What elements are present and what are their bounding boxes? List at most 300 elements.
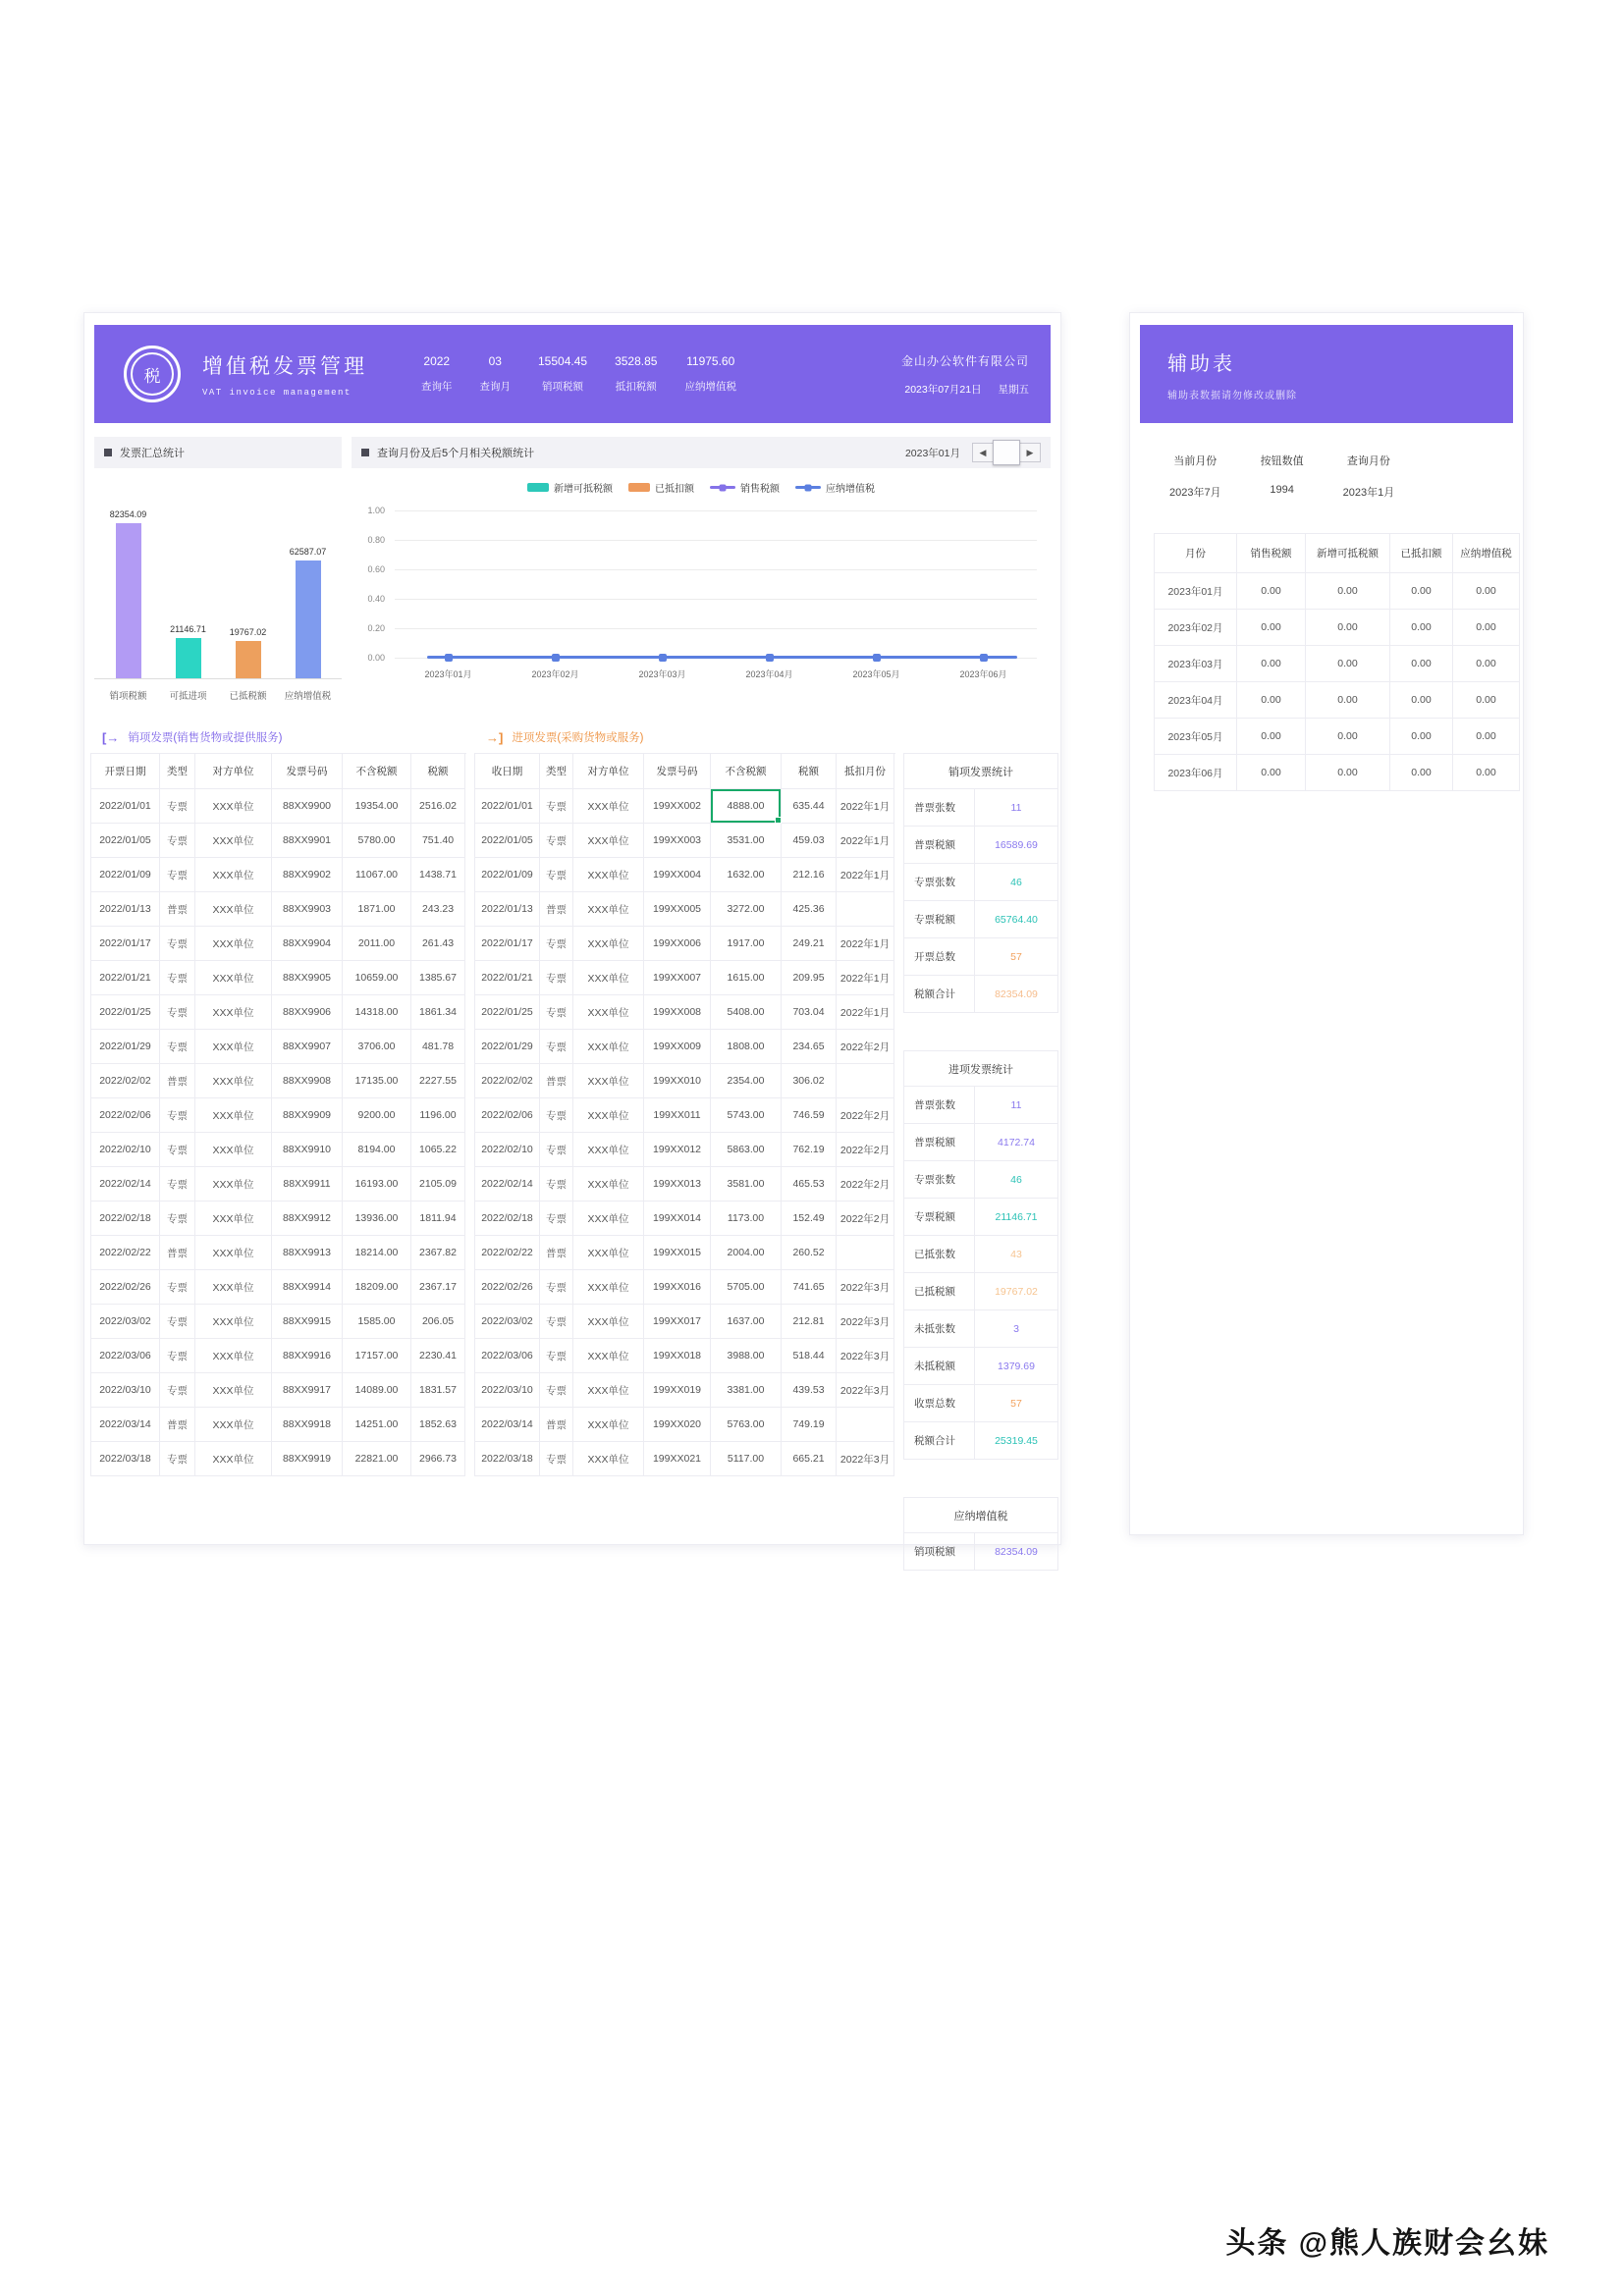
table-cell[interactable]: 199XX019 bbox=[644, 1373, 711, 1408]
table-cell[interactable]: XXX单位 bbox=[195, 1064, 272, 1098]
table-cell[interactable]: 88XX9905 bbox=[272, 961, 343, 995]
table-cell[interactable]: 88XX9900 bbox=[272, 789, 343, 824]
table-cell[interactable]: 2022/01/01 bbox=[475, 789, 540, 824]
table-cell[interactable]: 465.53 bbox=[782, 1167, 837, 1201]
table-cell[interactable]: 普票 bbox=[160, 1064, 195, 1098]
table-cell[interactable]: 212.81 bbox=[782, 1305, 837, 1339]
table-cell[interactable]: XXX单位 bbox=[195, 1270, 272, 1305]
table-cell[interactable]: 专票 bbox=[160, 1030, 195, 1064]
table-cell[interactable]: 199XX010 bbox=[644, 1064, 711, 1098]
table-cell[interactable] bbox=[837, 1236, 894, 1270]
table-cell[interactable]: 88XX9916 bbox=[272, 1339, 343, 1373]
table-cell[interactable]: 2022/03/14 bbox=[91, 1408, 160, 1442]
table-cell[interactable]: 199XX002 bbox=[644, 789, 711, 824]
table-cell[interactable]: 88XX9904 bbox=[272, 927, 343, 961]
table-cell[interactable]: 19354.00 bbox=[343, 789, 411, 824]
table-cell[interactable]: XXX单位 bbox=[195, 1098, 272, 1133]
table-cell[interactable]: 88XX9913 bbox=[272, 1236, 343, 1270]
table-cell[interactable]: XXX单位 bbox=[195, 1236, 272, 1270]
table-cell[interactable]: 199XX006 bbox=[644, 927, 711, 961]
table-cell[interactable]: 1196.00 bbox=[411, 1098, 465, 1133]
table-cell[interactable]: 2022/01/17 bbox=[475, 927, 540, 961]
table-cell[interactable]: 0.00 bbox=[1390, 573, 1453, 610]
table-cell[interactable]: 249.21 bbox=[782, 927, 837, 961]
table-cell[interactable]: 2022年3月 bbox=[837, 1339, 894, 1373]
table-cell[interactable]: 2516.02 bbox=[411, 789, 465, 824]
table-cell[interactable]: 普票 bbox=[540, 1408, 573, 1442]
table-cell[interactable]: 1808.00 bbox=[711, 1030, 782, 1064]
table-cell[interactable]: 1871.00 bbox=[343, 892, 411, 927]
stats-value[interactable]: 43 bbox=[975, 1236, 1058, 1273]
table-cell[interactable]: 5117.00 bbox=[711, 1442, 782, 1476]
table-cell[interactable]: XXX单位 bbox=[195, 789, 272, 824]
stats-value[interactable]: 3 bbox=[975, 1310, 1058, 1348]
table-cell[interactable]: 3988.00 bbox=[711, 1339, 782, 1373]
table-cell[interactable]: 2022年2月 bbox=[837, 1098, 894, 1133]
table-cell[interactable]: 2367.17 bbox=[411, 1270, 465, 1305]
table-cell[interactable]: 2022年3月 bbox=[837, 1373, 894, 1408]
table-cell[interactable]: 专票 bbox=[540, 995, 573, 1030]
table-cell[interactable]: 0.00 bbox=[1237, 719, 1306, 755]
table-cell[interactable]: 206.05 bbox=[411, 1305, 465, 1339]
table-cell[interactable] bbox=[837, 1408, 894, 1442]
table-cell[interactable]: 2022年3月 bbox=[837, 1270, 894, 1305]
table-cell[interactable]: 5863.00 bbox=[711, 1133, 782, 1167]
table-cell[interactable]: XXX单位 bbox=[573, 858, 644, 892]
table-cell[interactable]: 199XX003 bbox=[644, 824, 711, 858]
table-cell[interactable]: 0.00 bbox=[1453, 573, 1520, 610]
table-cell[interactable]: 普票 bbox=[540, 892, 573, 927]
table-cell[interactable]: 0.00 bbox=[1306, 755, 1390, 791]
table-cell[interactable]: 专票 bbox=[160, 961, 195, 995]
stats-value[interactable]: 57 bbox=[975, 938, 1058, 976]
table-cell[interactable]: 5763.00 bbox=[711, 1408, 782, 1442]
table-cell[interactable]: 199XX015 bbox=[644, 1236, 711, 1270]
table-cell[interactable]: 2230.41 bbox=[411, 1339, 465, 1373]
table-cell[interactable]: 10659.00 bbox=[343, 961, 411, 995]
table-cell[interactable]: 199XX012 bbox=[644, 1133, 711, 1167]
table-cell[interactable]: 2022年1月 bbox=[837, 927, 894, 961]
table-cell[interactable]: 2022/02/14 bbox=[475, 1167, 540, 1201]
stats-value[interactable]: 25319.45 bbox=[975, 1422, 1058, 1460]
table-cell[interactable]: 2023年02月 bbox=[1155, 610, 1237, 646]
table-cell[interactable]: 2022/01/29 bbox=[91, 1030, 160, 1064]
table-cell[interactable]: 专票 bbox=[540, 927, 573, 961]
stats-value[interactable]: 1379.69 bbox=[975, 1348, 1058, 1385]
table-cell[interactable]: 199XX005 bbox=[644, 892, 711, 927]
table-cell[interactable]: 88XX9908 bbox=[272, 1064, 343, 1098]
stats-value[interactable]: 11 bbox=[975, 1087, 1058, 1124]
table-cell[interactable]: 152.49 bbox=[782, 1201, 837, 1236]
stats-value[interactable]: 21146.71 bbox=[975, 1199, 1058, 1236]
table-cell[interactable]: 261.43 bbox=[411, 927, 465, 961]
table-cell[interactable]: 0.00 bbox=[1390, 682, 1453, 719]
table-cell[interactable]: 762.19 bbox=[782, 1133, 837, 1167]
table-cell[interactable]: 2022/02/10 bbox=[475, 1133, 540, 1167]
table-cell[interactable]: 88XX9915 bbox=[272, 1305, 343, 1339]
table-cell[interactable]: 0.00 bbox=[1306, 573, 1390, 610]
table-cell[interactable]: XXX单位 bbox=[573, 961, 644, 995]
table-cell[interactable]: 0.00 bbox=[1306, 719, 1390, 755]
table-cell[interactable]: 741.65 bbox=[782, 1270, 837, 1305]
table-cell[interactable]: 1632.00 bbox=[711, 858, 782, 892]
table-cell[interactable]: XXX单位 bbox=[195, 995, 272, 1030]
table-cell[interactable]: 1585.00 bbox=[343, 1305, 411, 1339]
table-cell[interactable]: 199XX017 bbox=[644, 1305, 711, 1339]
table-cell[interactable]: 425.36 bbox=[782, 892, 837, 927]
table-cell[interactable]: 2022/02/18 bbox=[475, 1201, 540, 1236]
table-cell[interactable]: 3581.00 bbox=[711, 1167, 782, 1201]
table-cell[interactable]: 481.78 bbox=[411, 1030, 465, 1064]
table-cell[interactable]: XXX单位 bbox=[573, 1373, 644, 1408]
table-cell[interactable]: 普票 bbox=[540, 1236, 573, 1270]
table-cell[interactable]: 专票 bbox=[540, 1167, 573, 1201]
table-cell[interactable]: 1173.00 bbox=[711, 1201, 782, 1236]
table-cell[interactable]: 1438.71 bbox=[411, 858, 465, 892]
table-cell[interactable]: XXX单位 bbox=[573, 1236, 644, 1270]
table-cell[interactable]: XXX单位 bbox=[573, 824, 644, 858]
table-cell[interactable]: 2022年2月 bbox=[837, 1167, 894, 1201]
table-cell[interactable]: 2022/03/10 bbox=[475, 1373, 540, 1408]
table-cell[interactable]: 专票 bbox=[540, 1305, 573, 1339]
table-cell[interactable]: 746.59 bbox=[782, 1098, 837, 1133]
table-cell[interactable]: 88XX9910 bbox=[272, 1133, 343, 1167]
table-cell[interactable]: 2022/02/06 bbox=[91, 1098, 160, 1133]
table-cell[interactable]: XXX单位 bbox=[573, 1201, 644, 1236]
table-cell[interactable]: 2022年1月 bbox=[837, 824, 894, 858]
table-cell[interactable]: 普票 bbox=[160, 1408, 195, 1442]
table-cell[interactable]: XXX单位 bbox=[573, 892, 644, 927]
table-cell[interactable]: 88XX9917 bbox=[272, 1373, 343, 1408]
table-cell[interactable]: 1917.00 bbox=[711, 927, 782, 961]
table-cell[interactable]: 2022/01/21 bbox=[475, 961, 540, 995]
table-cell[interactable]: 2022年2月 bbox=[837, 1133, 894, 1167]
table-cell[interactable]: XXX单位 bbox=[573, 1030, 644, 1064]
table-cell[interactable]: XXX单位 bbox=[573, 1064, 644, 1098]
stats-value[interactable]: 57 bbox=[975, 1385, 1058, 1422]
table-cell[interactable]: 专票 bbox=[160, 927, 195, 961]
table-cell[interactable]: 88XX9914 bbox=[272, 1270, 343, 1305]
table-cell[interactable]: 0.00 bbox=[1306, 682, 1390, 719]
table-cell[interactable]: 0.00 bbox=[1237, 646, 1306, 682]
table-cell[interactable]: 专票 bbox=[160, 1339, 195, 1373]
table-cell[interactable]: 88XX9903 bbox=[272, 892, 343, 927]
stats-value[interactable]: 46 bbox=[975, 864, 1058, 901]
table-cell[interactable]: 专票 bbox=[540, 1133, 573, 1167]
table-cell[interactable]: 2022/02/02 bbox=[475, 1064, 540, 1098]
table-cell[interactable]: 0.00 bbox=[1453, 682, 1520, 719]
table-cell[interactable]: 2022/01/17 bbox=[91, 927, 160, 961]
table-cell[interactable]: 14318.00 bbox=[343, 995, 411, 1030]
table-cell[interactable]: 2022/03/18 bbox=[475, 1442, 540, 1476]
table-cell[interactable]: 0.00 bbox=[1306, 646, 1390, 682]
table-cell[interactable]: 518.44 bbox=[782, 1339, 837, 1373]
table-cell[interactable]: 专票 bbox=[160, 1098, 195, 1133]
table-cell[interactable]: 2022/03/02 bbox=[475, 1305, 540, 1339]
table-cell[interactable]: 2023年01月 bbox=[1155, 573, 1237, 610]
table-cell[interactable]: 11067.00 bbox=[343, 858, 411, 892]
table-cell[interactable]: 0.00 bbox=[1453, 755, 1520, 791]
table-cell[interactable]: XXX单位 bbox=[573, 927, 644, 961]
table-cell[interactable]: 2023年06月 bbox=[1155, 755, 1237, 791]
table-cell[interactable]: 2022年1月 bbox=[837, 961, 894, 995]
table-cell[interactable]: 专票 bbox=[160, 1305, 195, 1339]
table-cell[interactable]: XXX单位 bbox=[195, 1167, 272, 1201]
month-scrollbar-thumb[interactable] bbox=[993, 440, 1020, 465]
table-cell[interactable]: 635.44 bbox=[782, 789, 837, 824]
table-cell[interactable]: 2011.00 bbox=[343, 927, 411, 961]
table-cell[interactable]: 88XX9911 bbox=[272, 1167, 343, 1201]
table-cell[interactable]: 209.95 bbox=[782, 961, 837, 995]
table-cell[interactable]: 2022/03/18 bbox=[91, 1442, 160, 1476]
table-cell[interactable]: 2023年03月 bbox=[1155, 646, 1237, 682]
table-cell[interactable]: 2022/03/14 bbox=[475, 1408, 540, 1442]
table-cell[interactable]: XXX单位 bbox=[573, 1339, 644, 1373]
table-cell[interactable]: 专票 bbox=[540, 1030, 573, 1064]
table-cell[interactable]: 2022/02/10 bbox=[91, 1133, 160, 1167]
table-cell[interactable]: 2004.00 bbox=[711, 1236, 782, 1270]
table-cell[interactable]: 0.00 bbox=[1453, 719, 1520, 755]
table-cell[interactable]: 88XX9909 bbox=[272, 1098, 343, 1133]
table-cell[interactable]: 1811.94 bbox=[411, 1201, 465, 1236]
table-cell[interactable]: 专票 bbox=[160, 1270, 195, 1305]
table-cell[interactable]: 2022/02/22 bbox=[91, 1236, 160, 1270]
table-cell[interactable]: 0.00 bbox=[1390, 610, 1453, 646]
table-cell[interactable]: 2022/01/05 bbox=[91, 824, 160, 858]
table-cell[interactable]: 专票 bbox=[160, 1133, 195, 1167]
table-cell[interactable]: 2022/03/06 bbox=[475, 1339, 540, 1373]
table-cell[interactable]: 14089.00 bbox=[343, 1373, 411, 1408]
table-cell[interactable]: XXX单位 bbox=[573, 1305, 644, 1339]
table-cell[interactable]: 专票 bbox=[540, 1373, 573, 1408]
table-cell[interactable]: 2022/02/22 bbox=[475, 1236, 540, 1270]
table-cell[interactable]: 749.19 bbox=[782, 1408, 837, 1442]
table-cell[interactable]: 0.00 bbox=[1390, 755, 1453, 791]
table-cell[interactable]: 260.52 bbox=[782, 1236, 837, 1270]
table-cell[interactable]: 3272.00 bbox=[711, 892, 782, 927]
table-cell[interactable]: 普票 bbox=[540, 1064, 573, 1098]
month-next-button[interactable]: ▶ bbox=[1019, 443, 1041, 462]
table-cell[interactable]: 专票 bbox=[160, 824, 195, 858]
table-cell[interactable]: 专票 bbox=[540, 961, 573, 995]
table-cell[interactable]: 0.00 bbox=[1390, 719, 1453, 755]
table-cell[interactable]: 3706.00 bbox=[343, 1030, 411, 1064]
table-cell[interactable]: 14251.00 bbox=[343, 1408, 411, 1442]
table-cell[interactable]: 普票 bbox=[160, 892, 195, 927]
table-cell[interactable]: 199XX008 bbox=[644, 995, 711, 1030]
table-cell[interactable]: XXX单位 bbox=[195, 892, 272, 927]
table-cell[interactable]: 751.40 bbox=[411, 824, 465, 858]
table-cell[interactable]: 199XX013 bbox=[644, 1167, 711, 1201]
table-cell[interactable]: XXX单位 bbox=[195, 1030, 272, 1064]
stats-value[interactable]: 4172.74 bbox=[975, 1124, 1058, 1161]
table-cell[interactable]: 2105.09 bbox=[411, 1167, 465, 1201]
table-cell[interactable]: 5408.00 bbox=[711, 995, 782, 1030]
table-cell[interactable]: 2023年04月 bbox=[1155, 682, 1237, 719]
table-cell[interactable]: XXX单位 bbox=[195, 1201, 272, 1236]
table-cell[interactable]: XXX单位 bbox=[573, 1442, 644, 1476]
table-cell[interactable]: 2354.00 bbox=[711, 1064, 782, 1098]
table-cell[interactable]: XXX单位 bbox=[573, 1408, 644, 1442]
table-cell[interactable]: 专票 bbox=[540, 1270, 573, 1305]
table-cell[interactable]: 88XX9912 bbox=[272, 1201, 343, 1236]
table-cell[interactable]: 2022/01/09 bbox=[475, 858, 540, 892]
table-cell[interactable]: 3381.00 bbox=[711, 1373, 782, 1408]
table-cell[interactable]: 439.53 bbox=[782, 1373, 837, 1408]
table-cell[interactable]: 1385.67 bbox=[411, 961, 465, 995]
table-cell[interactable]: XXX单位 bbox=[573, 1098, 644, 1133]
table-cell[interactable]: 2227.55 bbox=[411, 1064, 465, 1098]
table-cell[interactable]: XXX单位 bbox=[573, 1270, 644, 1305]
table-cell[interactable]: 1065.22 bbox=[411, 1133, 465, 1167]
table-cell[interactable] bbox=[837, 1064, 894, 1098]
stats-value[interactable]: 65764.40 bbox=[975, 901, 1058, 938]
table-cell[interactable]: 199XX011 bbox=[644, 1098, 711, 1133]
stats-value[interactable]: 46 bbox=[975, 1161, 1058, 1199]
table-cell[interactable]: 1615.00 bbox=[711, 961, 782, 995]
stats-value[interactable]: 19767.02 bbox=[975, 1273, 1058, 1310]
table-cell[interactable]: 2966.73 bbox=[411, 1442, 465, 1476]
table-cell[interactable]: 2022年1月 bbox=[837, 858, 894, 892]
table-cell[interactable]: 专票 bbox=[540, 1442, 573, 1476]
table-cell[interactable] bbox=[837, 892, 894, 927]
table-cell[interactable]: 0.00 bbox=[1390, 646, 1453, 682]
table-cell[interactable]: XXX单位 bbox=[195, 1373, 272, 1408]
table-cell[interactable]: XXX单位 bbox=[195, 1305, 272, 1339]
table-cell[interactable]: 2022/01/13 bbox=[475, 892, 540, 927]
table-cell[interactable]: 199XX020 bbox=[644, 1408, 711, 1442]
table-cell[interactable]: 2022/03/02 bbox=[91, 1305, 160, 1339]
table-cell[interactable]: 0.00 bbox=[1453, 646, 1520, 682]
table-cell[interactable]: 1852.63 bbox=[411, 1408, 465, 1442]
table-cell[interactable]: 专票 bbox=[540, 1201, 573, 1236]
table-cell[interactable]: XXX单位 bbox=[573, 789, 644, 824]
table-cell[interactable]: 22821.00 bbox=[343, 1442, 411, 1476]
table-cell[interactable]: 5780.00 bbox=[343, 824, 411, 858]
table-cell[interactable]: XXX单位 bbox=[195, 824, 272, 858]
month-prev-button[interactable]: ◀ bbox=[972, 443, 994, 462]
table-cell[interactable]: 199XX018 bbox=[644, 1339, 711, 1373]
table-cell[interactable]: 专票 bbox=[160, 858, 195, 892]
table-cell[interactable]: 0.00 bbox=[1237, 573, 1306, 610]
table-cell[interactable]: 2022/01/09 bbox=[91, 858, 160, 892]
table-cell[interactable]: 703.04 bbox=[782, 995, 837, 1030]
table-cell[interactable]: 665.21 bbox=[782, 1442, 837, 1476]
table-cell[interactable]: 2022年3月 bbox=[837, 1305, 894, 1339]
table-cell[interactable]: 1861.34 bbox=[411, 995, 465, 1030]
table-cell[interactable]: 专票 bbox=[540, 1098, 573, 1133]
table-cell[interactable]: 2022/03/06 bbox=[91, 1339, 160, 1373]
table-cell[interactable]: 8194.00 bbox=[343, 1133, 411, 1167]
table-cell[interactable]: 88XX9907 bbox=[272, 1030, 343, 1064]
table-cell[interactable]: 专票 bbox=[160, 1167, 195, 1201]
table-cell[interactable]: 2022/02/26 bbox=[475, 1270, 540, 1305]
table-cell[interactable]: 2022/01/25 bbox=[475, 995, 540, 1030]
table-cell[interactable]: 1637.00 bbox=[711, 1305, 782, 1339]
stats-value[interactable]: 82354.09 bbox=[975, 1533, 1058, 1571]
table-cell[interactable]: XXX单位 bbox=[195, 1408, 272, 1442]
table-cell[interactable]: 普票 bbox=[160, 1236, 195, 1270]
table-cell[interactable]: 2022年2月 bbox=[837, 1030, 894, 1064]
table-cell[interactable]: 2022年2月 bbox=[837, 1201, 894, 1236]
table-cell[interactable]: 2022/01/05 bbox=[475, 824, 540, 858]
table-cell[interactable]: 1831.57 bbox=[411, 1373, 465, 1408]
table-cell[interactable]: XXX单位 bbox=[195, 1442, 272, 1476]
table-cell[interactable]: 2022年3月 bbox=[837, 1442, 894, 1476]
table-cell[interactable]: 88XX9918 bbox=[272, 1408, 343, 1442]
table-cell[interactable]: 88XX9906 bbox=[272, 995, 343, 1030]
table-cell[interactable]: 专票 bbox=[160, 1201, 195, 1236]
table-cell[interactable]: 17157.00 bbox=[343, 1339, 411, 1373]
table-cell[interactable]: 18209.00 bbox=[343, 1270, 411, 1305]
table-cell[interactable]: XXX单位 bbox=[573, 1167, 644, 1201]
table-cell[interactable]: 3531.00 bbox=[711, 824, 782, 858]
table-cell[interactable]: 306.02 bbox=[782, 1064, 837, 1098]
table-cell[interactable]: XXX单位 bbox=[573, 1133, 644, 1167]
table-cell[interactable]: 199XX007 bbox=[644, 961, 711, 995]
table-cell[interactable]: 17135.00 bbox=[343, 1064, 411, 1098]
table-cell[interactable]: 459.03 bbox=[782, 824, 837, 858]
table-cell[interactable]: 88XX9901 bbox=[272, 824, 343, 858]
table-cell[interactable]: 2022/02/06 bbox=[475, 1098, 540, 1133]
table-cell[interactable]: 234.65 bbox=[782, 1030, 837, 1064]
table-cell[interactable]: 专票 bbox=[540, 789, 573, 824]
table-cell[interactable]: 2022/01/21 bbox=[91, 961, 160, 995]
table-cell[interactable]: 专票 bbox=[540, 824, 573, 858]
table-cell[interactable]: 18214.00 bbox=[343, 1236, 411, 1270]
table-cell[interactable]: 16193.00 bbox=[343, 1167, 411, 1201]
table-cell[interactable]: 88XX9919 bbox=[272, 1442, 343, 1476]
table-cell[interactable]: 0.00 bbox=[1237, 755, 1306, 791]
table-cell[interactable]: 199XX016 bbox=[644, 1270, 711, 1305]
stats-value[interactable]: 82354.09 bbox=[975, 976, 1058, 1013]
table-cell[interactable]: 2022/01/13 bbox=[91, 892, 160, 927]
table-cell[interactable]: 2022/02/18 bbox=[91, 1201, 160, 1236]
table-cell[interactable]: 2022/03/10 bbox=[91, 1373, 160, 1408]
table-cell[interactable]: 专票 bbox=[160, 995, 195, 1030]
table-cell[interactable]: XXX单位 bbox=[195, 1339, 272, 1373]
table-cell[interactable]: 199XX004 bbox=[644, 858, 711, 892]
table-cell[interactable]: 专票 bbox=[160, 789, 195, 824]
table-cell[interactable]: 2023年05月 bbox=[1155, 719, 1237, 755]
table-cell[interactable]: 243.23 bbox=[411, 892, 465, 927]
table-cell[interactable]: XXX单位 bbox=[195, 1133, 272, 1167]
table-cell[interactable]: 2022年1月 bbox=[837, 789, 894, 824]
table-cell[interactable]: XXX单位 bbox=[195, 927, 272, 961]
table-cell[interactable]: 专票 bbox=[540, 858, 573, 892]
table-cell[interactable]: 0.00 bbox=[1237, 682, 1306, 719]
table-cell[interactable]: 5705.00 bbox=[711, 1270, 782, 1305]
table-cell[interactable]: 2022/02/02 bbox=[91, 1064, 160, 1098]
table-cell[interactable]: 13936.00 bbox=[343, 1201, 411, 1236]
table-cell[interactable]: 9200.00 bbox=[343, 1098, 411, 1133]
table-cell[interactable]: 199XX021 bbox=[644, 1442, 711, 1476]
table-cell[interactable]: 专票 bbox=[540, 1339, 573, 1373]
table-cell[interactable]: 2022/02/26 bbox=[91, 1270, 160, 1305]
table-cell[interactable]: 2022/02/14 bbox=[91, 1167, 160, 1201]
table-cell[interactable]: 199XX014 bbox=[644, 1201, 711, 1236]
table-cell[interactable]: 2022/01/29 bbox=[475, 1030, 540, 1064]
stats-value[interactable]: 11 bbox=[975, 789, 1058, 827]
table-cell[interactable]: XXX单位 bbox=[573, 995, 644, 1030]
table-cell[interactable]: 0.00 bbox=[1237, 610, 1306, 646]
selected-cell[interactable]: 4888.00 bbox=[711, 789, 782, 824]
table-cell[interactable]: 专票 bbox=[160, 1442, 195, 1476]
table-cell[interactable]: 2022年1月 bbox=[837, 995, 894, 1030]
table-cell[interactable]: 2022/01/25 bbox=[91, 995, 160, 1030]
table-cell[interactable]: 5743.00 bbox=[711, 1098, 782, 1133]
table-cell[interactable]: 专票 bbox=[160, 1373, 195, 1408]
